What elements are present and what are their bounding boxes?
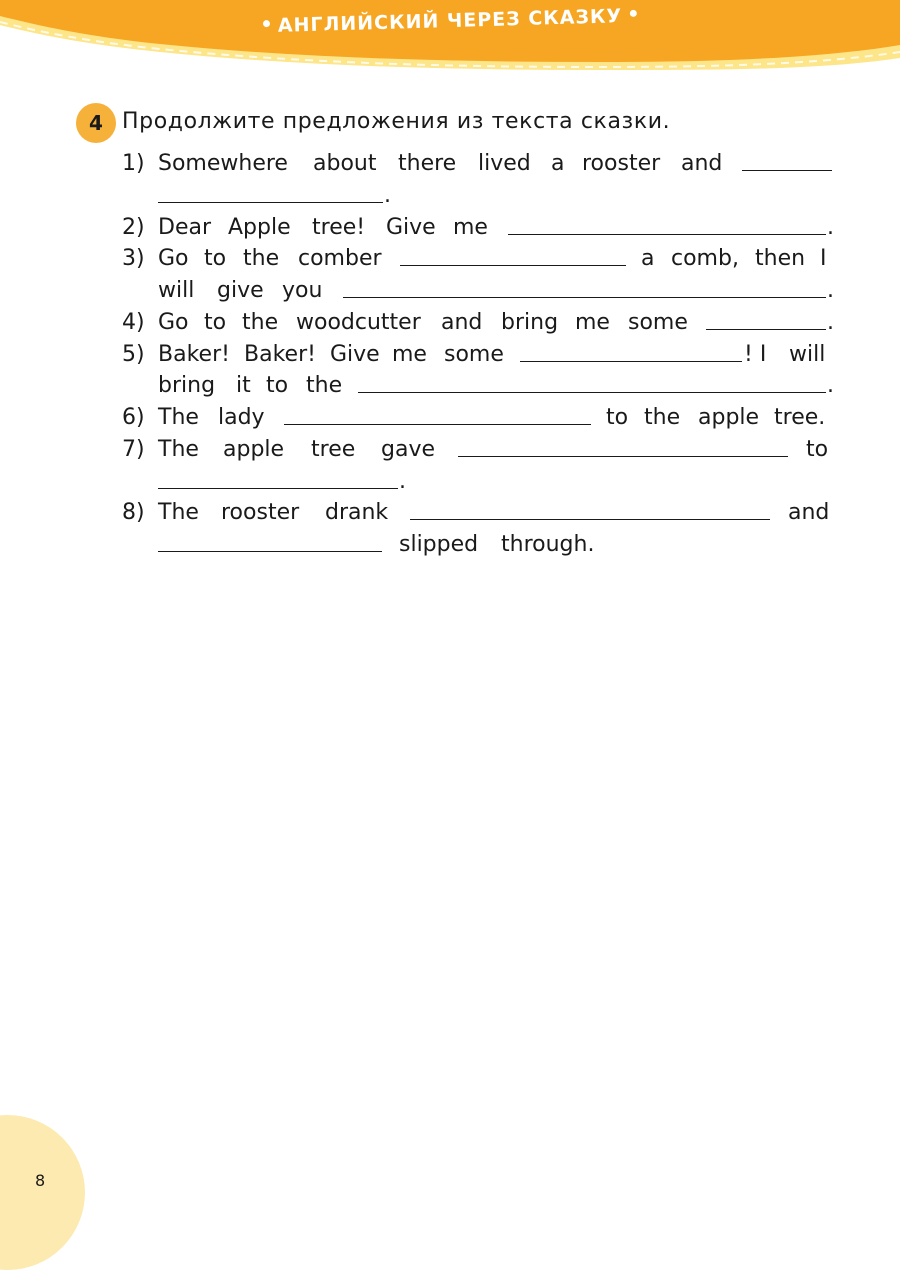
header-title: АНГЛИЙСКИЙ ЧЕРЕЗ СКАЗКУ: [0, 0, 900, 45]
word: to: [806, 437, 829, 462]
answer-blank[interactable]: [158, 551, 382, 552]
item-number: 4): [122, 310, 145, 335]
word: apple: [698, 405, 760, 430]
word: lady: [218, 405, 265, 430]
word: tree: [311, 437, 356, 462]
task-number-badge: 4: [76, 103, 116, 143]
word: Baker!: [158, 342, 230, 367]
word: the: [243, 246, 280, 271]
word: you: [282, 278, 323, 303]
exercise-item-7-cont: [0, 467, 900, 497]
word: Somewhere: [158, 151, 288, 176]
exercise-item-2: [0, 213, 900, 243]
item-number: 8): [122, 500, 145, 525]
word: and: [441, 310, 483, 335]
answer-blank[interactable]: [410, 519, 770, 520]
word: Go: [158, 246, 189, 271]
word: The: [158, 500, 199, 525]
exercise-item-1: [0, 149, 900, 179]
item-number: 5): [122, 342, 145, 367]
dot-icon: [630, 10, 637, 17]
word: apple: [223, 437, 285, 462]
word: there: [398, 151, 457, 176]
word: lived: [478, 151, 531, 176]
page-number: 8: [35, 1171, 46, 1190]
word: then: [755, 246, 806, 271]
word: the: [306, 373, 343, 398]
word: will: [158, 278, 195, 303]
word: some: [444, 342, 504, 367]
word: the: [644, 405, 681, 430]
word: and: [788, 500, 830, 525]
word: gave: [381, 437, 436, 462]
word: Go: [158, 310, 189, 335]
word: to: [204, 310, 227, 335]
word: and: [681, 151, 723, 176]
word: The: [158, 437, 199, 462]
word: comber: [298, 246, 382, 271]
word: about: [313, 151, 377, 176]
item-number: 3): [122, 246, 145, 271]
word: tree.: [774, 405, 826, 430]
page-corner-decoration: [0, 1115, 85, 1270]
word: through.: [501, 532, 595, 557]
answer-blank[interactable]: [343, 297, 826, 298]
dot-icon: [263, 20, 270, 27]
word: to: [266, 373, 289, 398]
word: The: [158, 405, 199, 430]
item-number: 2): [122, 215, 145, 240]
word: comb,: [671, 246, 739, 271]
item-number: 7): [122, 437, 145, 462]
word: slipped: [399, 532, 479, 557]
exercise-item-3-cont: [0, 276, 900, 306]
exercise-item-3: [0, 244, 900, 274]
word: give: [217, 278, 264, 303]
word: the: [242, 310, 279, 335]
exercise-item-6: [0, 403, 900, 433]
exercise-item-8: [0, 498, 900, 528]
answer-blank[interactable]: [158, 488, 398, 489]
answer-blank[interactable]: [520, 361, 742, 362]
answer-blank[interactable]: [158, 202, 383, 203]
word: me: [575, 310, 610, 335]
word: Dear: [158, 215, 212, 240]
item-number: 1): [122, 151, 145, 176]
word: bring: [501, 310, 559, 335]
exercise-item-5-cont: [0, 371, 900, 401]
word: I: [820, 246, 827, 271]
answer-blank[interactable]: [742, 170, 832, 171]
word: me: [453, 215, 488, 240]
exercise-item-5: [0, 340, 900, 370]
word: bring: [158, 373, 216, 398]
answer-blank[interactable]: [508, 234, 826, 235]
word: rooster: [582, 151, 661, 176]
word: tree!: [312, 215, 366, 240]
word: me: [392, 342, 427, 367]
word: Apple: [228, 215, 291, 240]
task-instruction: Продолжите предложения из текста сказки.: [122, 109, 671, 134]
word: .: [827, 310, 834, 335]
word: will: [789, 342, 826, 367]
word: .: [399, 469, 406, 494]
exercise-item-4: [0, 308, 900, 338]
word: a: [551, 151, 565, 176]
word: rooster: [221, 500, 300, 525]
word: Give: [330, 342, 380, 367]
word: .: [384, 183, 391, 208]
word: .: [827, 373, 834, 398]
word: ! I: [744, 342, 767, 367]
exercise-item-1-cont: [0, 181, 900, 211]
word: some: [628, 310, 688, 335]
answer-blank[interactable]: [358, 392, 826, 393]
word: to: [204, 246, 227, 271]
answer-blank[interactable]: [400, 265, 626, 266]
item-number: 6): [122, 405, 145, 430]
word: .: [827, 215, 834, 240]
word: a: [641, 246, 655, 271]
exercise-item-8-cont: [0, 530, 900, 560]
answer-blank[interactable]: [458, 456, 788, 457]
word: .: [827, 278, 834, 303]
word: drank: [325, 500, 389, 525]
word: Baker!: [244, 342, 316, 367]
word: Give: [386, 215, 436, 240]
word: woodcutter: [296, 310, 421, 335]
exercise-item-7: [0, 435, 900, 465]
word: to: [606, 405, 629, 430]
header-banner: [0, 0, 900, 110]
word: it: [236, 373, 251, 398]
answer-blank[interactable]: [706, 329, 826, 330]
answer-blank[interactable]: [284, 424, 591, 425]
